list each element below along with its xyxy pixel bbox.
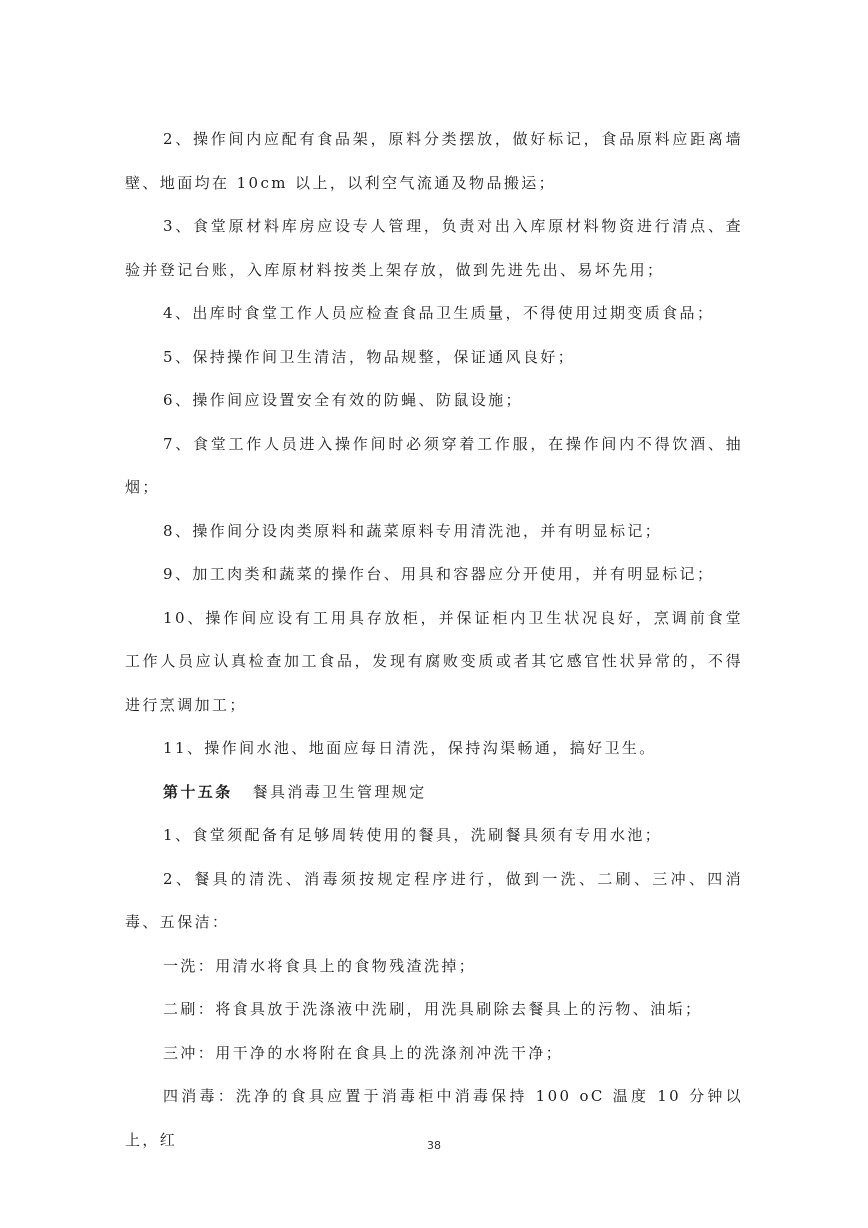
- step-disinfect: 四消毒：洗净的食具应置于消毒柜中消毒保持 100 oC 温度 10 分钟以上，红: [125, 1087, 743, 1149]
- step-rinse: 三冲：用干净的水将附在食具上的洗涤剂冲洗干净；: [163, 1043, 564, 1062]
- paragraph-item-2: 2、操作间内应配有食品架，原料分类摆放，做好标记，食品原料应距离墙壁、地面均在 10cm 以上，以利空气流通及物品搬运；: [125, 130, 743, 192]
- section-paragraph-1: 1、食堂须配备有足够周转使用的餐具，洗刷餐具须有专用水池；: [163, 826, 663, 844]
- paragraph-item-6: 6、操作间应设置安全有效的防蝇、防鼠设施；: [163, 391, 523, 409]
- paragraph-item-3: 3、食堂原材料库房应设专人管理，负责对出入库原材料物资进行清点、查验并登记台账，入库原材料按类上架存放，做到先进先出、易坏先用；: [125, 217, 743, 279]
- step-wash: 一洗：用清水将食具上的食物残渣洗掉；: [163, 956, 477, 975]
- paragraph-item-9: 9、加工肉类和蔬菜的操作台、用具和容器应分开使用，并有明显标记；: [163, 565, 715, 583]
- paragraph-item-5: 5、保持操作间卫生清洁，物品规整，保证通风良好；: [163, 347, 576, 366]
- paragraph-item-11: 11、操作间水池、地面应每日清洗，保持沟渠畅通，搞好卫生。: [163, 739, 657, 757]
- section-label: 第十五条: [163, 782, 233, 801]
- section-paragraph-2: 2、餐具的清洗、消毒须按规定程序进行，做到一洗、二刷、三冲、四消毒、五保洁：: [125, 869, 743, 931]
- step-brush: 二刷：将食具放于洗涤液中洗刷，用洗具刷除去餐具上的污物、油垢；: [163, 1000, 703, 1018]
- paragraph-item-7: 7、食堂工作人员进入操作间时必须穿着工作服，在操作间内不得饮酒、抽烟；: [125, 434, 743, 496]
- paragraph-item-10: 10、操作间应设有工用具存放柜，并保证柜内卫生状况良好，烹调前食堂工作人员应认真检查加工食品，发现有腐败变质或者其它感官性状异常的，不得进行烹调加工；: [125, 608, 743, 714]
- section-heading: [125, 771, 743, 815]
- document-body: [125, 118, 743, 1162]
- paragraph-item-4: 4、出库时食堂工作人员应检查食品卫生质量，不得使用过期变质食品；: [163, 304, 715, 322]
- paragraph-item-8: 8、操作间分设肉类原料和蔬菜原料专用清洗池，并有明显标记；: [163, 521, 663, 540]
- page-number: 38: [427, 1139, 441, 1152]
- section-title: 餐具消毒卫生管理规定: [252, 782, 427, 801]
